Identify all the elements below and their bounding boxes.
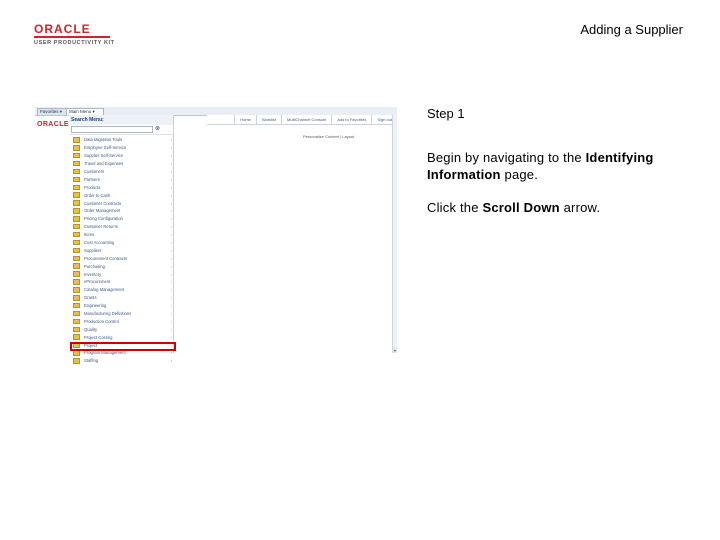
top-navigation [207,115,397,125]
submenu-arrow-icon: › [170,240,172,246]
logo-rule [34,36,110,38]
document-title: Adding a Supplier [580,22,683,37]
menu-item[interactable] [69,239,173,247]
submenu-arrow-icon: › [170,255,172,261]
submenu-arrow-icon: › [170,287,172,293]
menu-item-label: Cost Accounting [84,240,115,246]
submenu-arrow-icon: › [170,318,172,324]
tab-main-menu[interactable]: Main Menu ▾ [66,108,104,115]
logo-brand: ORACLE [34,22,91,36]
folder-icon [73,240,80,246]
folder-icon [73,271,80,277]
menu-item[interactable] [69,207,173,215]
submenu-arrow-icon: › [170,200,172,206]
menu-item-label: Data Migration Tools [84,137,123,143]
folder-icon [73,145,80,151]
folder-icon [73,358,80,364]
logo-product: USER PRODUCTIVITY KIT [34,40,115,46]
folder-icon [73,200,80,206]
menu-item[interactable] [69,317,173,325]
menu-item-label: Pricing Configuration [84,216,123,222]
instruction-part3: Click the [427,200,483,215]
menu-item[interactable] [69,262,173,270]
menu-item[interactable] [69,223,173,231]
submenu-arrow-icon: › [170,263,172,269]
application-screenshot [35,107,397,364]
submenu-arrow-icon: › [170,247,172,253]
scroll-down-arrow-icon[interactable]: ▾ [393,348,396,353]
nav-add-favorites-link[interactable]: Add to Favorites [331,115,371,124]
instruction-bold2: Scroll Down [482,200,560,215]
folder-icon [73,327,80,333]
submenu-arrow-icon: › [170,137,172,143]
search-go-icon[interactable]: ⊗ [155,126,161,132]
submenu-arrow-icon: › [170,303,172,309]
folder-icon [73,334,80,340]
menu-item-label: Customer Returns [84,224,118,230]
nav-worklist-link[interactable]: Worklist [256,115,281,124]
menu-item-label: Quality [84,326,98,332]
menu-item[interactable] [69,302,173,310]
menu-item-label: Employee Self-Service [84,145,127,151]
submenu-arrow-icon: › [170,271,172,277]
folder-icon [73,248,80,254]
submenu-arrow-icon: › [170,176,172,182]
submenu-arrow-icon: › [170,326,172,332]
instruction-bold1: Identifying Information [427,150,654,182]
tab-favorites[interactable]: Favorites ▾ [37,108,69,115]
menu-item[interactable] [69,215,173,223]
menu-item-label: Products [84,184,101,190]
nav-home-link[interactable]: Home [234,115,256,124]
menu-item[interactable] [69,191,173,199]
folder-icon [73,279,80,285]
submenu-arrow-icon: › [170,358,172,364]
submenu-arrow-icon: › [170,224,172,230]
folder-icon [73,224,80,230]
submenu-arrow-icon: › [170,153,172,159]
folder-icon [73,192,80,198]
folder-icon [73,185,80,191]
folder-icon [73,169,80,175]
menu-item-label: Customers [84,169,105,174]
folder-icon [73,303,80,309]
menu-search-input[interactable] [71,126,153,133]
personalize-link[interactable]: Personalize Content | Layout [303,134,355,139]
submenu-arrow-icon: › [170,216,172,222]
menu-item-label: Program Management [84,350,126,356]
submenu-arrow-icon: › [170,184,172,190]
menu-item[interactable] [69,246,173,254]
folder-icon [73,256,80,262]
instruction-part1: Begin by navigating to the [427,150,586,165]
menu-item[interactable] [69,231,173,239]
folder-icon [73,350,80,356]
folder-icon [73,153,80,159]
menu-item-label: Procurement Contracts [84,255,128,261]
menu-item-label: Catalog Management [84,287,125,293]
menu-item-label: Order Management [84,208,121,214]
menu-item[interactable] [69,270,173,278]
submenu-arrow-icon: › [170,161,172,167]
folder-icon [73,295,80,301]
menu-item[interactable] [69,254,173,262]
menu-item[interactable] [69,333,173,341]
folder-icon [73,208,80,214]
menu-item[interactable] [69,286,173,294]
submenu-arrow-icon: › [170,192,172,198]
folder-icon [73,177,80,183]
submenu-arrow-icon: › [170,295,172,301]
submenu-arrow-icon: › [170,279,172,285]
scroll-down-highlight[interactable] [70,342,176,351]
nav-sign-out-link[interactable]: Sign out [371,115,397,124]
menu-item[interactable] [69,278,173,286]
folder-icon [73,161,80,167]
folder-icon [73,319,80,325]
app-brand-logo: ORACLE [37,121,69,128]
menu-item-label: Engineering [84,303,107,309]
menu-list [69,136,173,365]
menu-item-label: Customer Contracts [84,200,122,206]
menu-item-label: eProcurement [84,279,111,285]
submenu-arrow-icon: › [170,311,172,317]
menu-item-label: Suppliers [84,247,102,253]
menu-item-label: Manufacturing Definitions [84,311,132,317]
menu-item-label: Project Costing [84,334,113,340]
instruction-text [427,149,687,183]
menu-item-label: Purchasing [84,263,105,269]
menu-title: Search Menu: [69,115,173,125]
folder-icon [73,232,80,238]
oracle-upk-logo [34,23,124,47]
menu-item-label: Project [84,342,98,348]
folder-icon [73,287,80,293]
submenu-arrow-icon: › [170,334,172,340]
menu-item[interactable] [69,294,173,302]
nav-multichannel-link[interactable]: MultiChannel Console [281,115,331,124]
folder-icon [73,311,80,317]
menu-item[interactable] [69,183,173,191]
menu-item-label: Supplier Self-Service [84,153,124,159]
menu-item-label: Grants [84,295,97,301]
instruction-part2: page. [500,167,539,182]
menu-item[interactable] [69,199,173,207]
menu-item-label: Travel and Expenses [84,161,124,167]
folder-icon [73,263,80,269]
menu-item-label: Production Control [84,318,119,324]
instruction-action [427,200,687,215]
menu-item-label: Order to Cash [84,192,111,198]
menu-item-label: Staffing [84,358,99,364]
submenu-arrow-icon: › [170,208,172,214]
submenu-arrow-icon: › [170,342,172,348]
menu-item-label: Inventory [84,271,102,277]
submenu-arrow-icon: › [170,145,172,151]
menu-item-label: Partners [84,176,100,182]
menu-item[interactable] [69,144,173,152]
menu-item[interactable] [69,325,173,333]
folder-icon [73,216,80,222]
menu-item[interactable] [69,152,173,160]
submenu-arrow-icon: › [170,350,172,356]
menu-item-label: Items [84,232,95,238]
instruction-part4: arrow. [559,200,601,215]
submenu-arrow-icon: › [170,169,172,174]
main-menu-dropdown [69,115,174,364]
page-scrollbar[interactable] [392,115,397,353]
submenu-arrow-icon: › [170,232,172,238]
menu-item[interactable] [69,168,173,176]
menu-item[interactable] [69,136,173,144]
folder-icon [73,137,80,143]
step-number: Step 1 [427,106,465,121]
menu-item[interactable] [69,310,173,318]
menu-search [69,125,173,135]
menu-item[interactable] [69,175,173,183]
menu-item[interactable] [69,357,173,365]
menu-item[interactable] [69,160,173,168]
